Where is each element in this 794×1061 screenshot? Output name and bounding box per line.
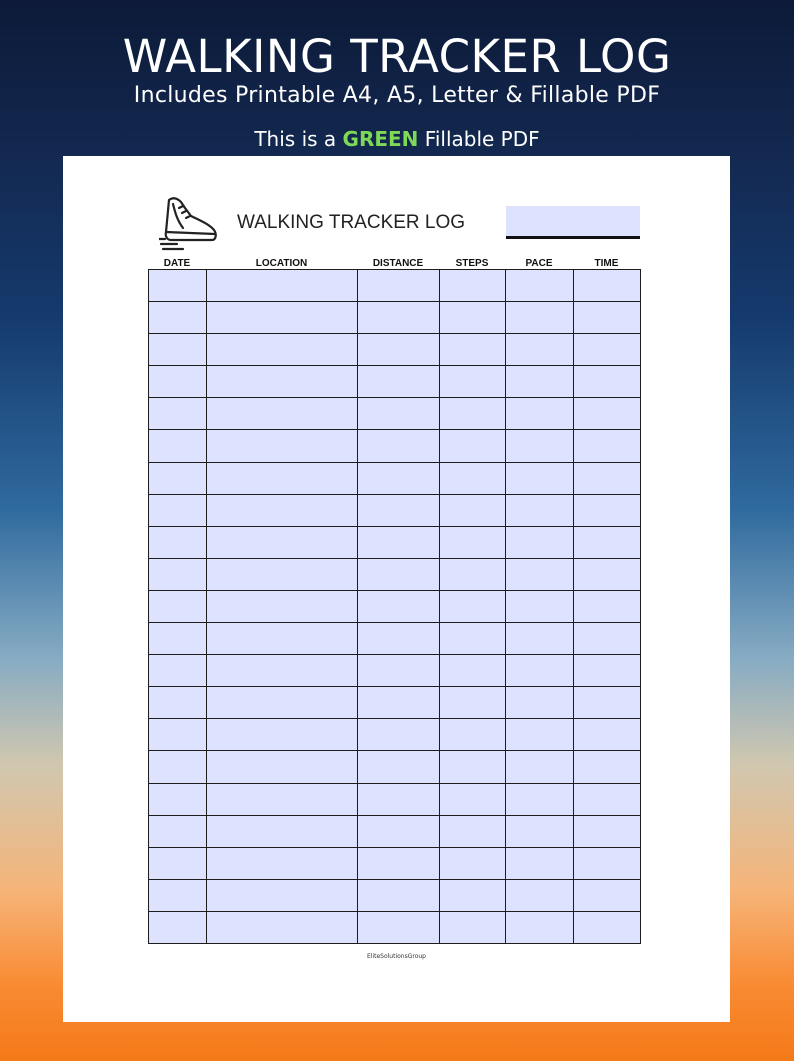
time-cell[interactable] <box>574 687 641 719</box>
location-cell[interactable] <box>207 334 358 366</box>
table-row <box>149 879 641 911</box>
distance-cell[interactable] <box>358 719 440 751</box>
table-row <box>149 462 641 494</box>
column-header-location: LOCATION <box>255 258 308 269</box>
distance-cell[interactable] <box>358 526 440 558</box>
time-cell[interactable] <box>574 366 641 398</box>
table-row <box>149 398 641 430</box>
location-cell[interactable] <box>207 366 358 398</box>
table-row <box>149 783 641 815</box>
table-row <box>149 687 641 719</box>
time-cell[interactable] <box>574 590 641 622</box>
pace-cell[interactable] <box>506 430 574 462</box>
distance-cell[interactable] <box>358 398 440 430</box>
pace-cell[interactable] <box>506 558 574 590</box>
date-cell[interactable] <box>149 494 207 526</box>
table-row <box>149 430 641 462</box>
steps-cell[interactable] <box>440 655 506 687</box>
time-cell[interactable] <box>574 558 641 590</box>
steps-cell[interactable] <box>440 847 506 879</box>
column-header-time: TIME <box>594 258 619 269</box>
steps-cell[interactable] <box>440 302 506 334</box>
distance-cell[interactable] <box>358 462 440 494</box>
pace-cell[interactable] <box>506 334 574 366</box>
time-cell[interactable] <box>574 751 641 783</box>
date-cell[interactable] <box>149 590 207 622</box>
steps-cell[interactable] <box>440 623 506 655</box>
time-cell[interactable] <box>574 655 641 687</box>
distance-cell[interactable] <box>358 590 440 622</box>
note-prefix: This is a <box>254 127 343 151</box>
distance-cell[interactable] <box>358 847 440 879</box>
pace-cell[interactable] <box>506 751 574 783</box>
date-cell[interactable] <box>149 366 207 398</box>
location-cell[interactable] <box>207 751 358 783</box>
location-cell[interactable] <box>207 911 358 943</box>
location-cell[interactable] <box>207 398 358 430</box>
time-cell[interactable] <box>574 815 641 847</box>
pace-cell[interactable] <box>506 270 574 302</box>
pace-cell[interactable] <box>506 526 574 558</box>
pace-cell[interactable] <box>506 366 574 398</box>
steps-cell[interactable] <box>440 751 506 783</box>
date-cell[interactable] <box>149 270 207 302</box>
location-cell[interactable] <box>207 815 358 847</box>
location-cell[interactable] <box>207 558 358 590</box>
pace-cell[interactable] <box>506 623 574 655</box>
time-cell[interactable] <box>574 526 641 558</box>
steps-cell[interactable] <box>440 366 506 398</box>
steps-cell[interactable] <box>440 783 506 815</box>
date-cell[interactable] <box>149 687 207 719</box>
date-cell[interactable] <box>149 430 207 462</box>
table-row <box>149 526 641 558</box>
pace-cell[interactable] <box>506 590 574 622</box>
table-row <box>149 366 641 398</box>
distance-cell[interactable] <box>358 494 440 526</box>
pace-cell[interactable] <box>506 783 574 815</box>
time-cell[interactable] <box>574 719 641 751</box>
date-cell[interactable] <box>149 655 207 687</box>
note-highlight: GREEN <box>342 127 419 151</box>
pace-cell[interactable] <box>506 911 574 943</box>
time-cell[interactable] <box>574 462 641 494</box>
location-cell[interactable] <box>207 526 358 558</box>
pace-cell[interactable] <box>506 687 574 719</box>
table-row <box>149 494 641 526</box>
date-cell[interactable] <box>149 558 207 590</box>
steps-cell[interactable] <box>440 719 506 751</box>
column-header-pace: PACE <box>525 258 553 269</box>
document-page <box>63 156 730 1022</box>
date-cell[interactable] <box>149 879 207 911</box>
steps-cell[interactable] <box>440 590 506 622</box>
date-cell[interactable] <box>149 398 207 430</box>
time-cell[interactable] <box>574 911 641 943</box>
distance-cell[interactable] <box>358 334 440 366</box>
pace-cell[interactable] <box>506 879 574 911</box>
column-header-date: DATE <box>163 258 191 269</box>
table-row <box>149 911 641 943</box>
column-header-steps: STEPS <box>455 258 489 269</box>
table-row <box>149 847 641 879</box>
location-cell[interactable] <box>207 462 358 494</box>
pace-cell[interactable] <box>506 398 574 430</box>
steps-cell[interactable] <box>440 494 506 526</box>
steps-cell[interactable] <box>440 558 506 590</box>
pace-cell[interactable] <box>506 719 574 751</box>
log-grid <box>148 269 641 944</box>
location-cell[interactable] <box>207 655 358 687</box>
time-cell[interactable] <box>574 494 641 526</box>
location-cell[interactable] <box>207 783 358 815</box>
location-cell[interactable] <box>207 719 358 751</box>
steps-cell[interactable] <box>440 398 506 430</box>
distance-cell[interactable] <box>358 270 440 302</box>
table-row <box>149 334 641 366</box>
steps-cell[interactable] <box>440 687 506 719</box>
date-cell[interactable] <box>149 751 207 783</box>
distance-cell[interactable] <box>358 558 440 590</box>
banner-title: WALKING TRACKER LOG <box>122 30 672 83</box>
date-cell[interactable] <box>149 911 207 943</box>
date-cell[interactable] <box>149 334 207 366</box>
location-cell[interactable] <box>207 687 358 719</box>
time-cell[interactable] <box>574 398 641 430</box>
banner-subtitle: Includes Printable A4, A5, Letter & Fillable PDF <box>133 83 661 108</box>
steps-cell[interactable] <box>440 334 506 366</box>
steps-cell[interactable] <box>440 430 506 462</box>
table-row <box>149 719 641 751</box>
date-cell[interactable] <box>149 302 207 334</box>
pace-cell[interactable] <box>506 847 574 879</box>
table-row <box>149 815 641 847</box>
banner-note <box>0 127 794 151</box>
time-cell[interactable] <box>574 334 641 366</box>
time-cell[interactable] <box>574 879 641 911</box>
date-cell[interactable] <box>149 815 207 847</box>
time-cell[interactable] <box>574 623 641 655</box>
date-cell[interactable] <box>149 783 207 815</box>
location-cell[interactable] <box>207 494 358 526</box>
distance-cell[interactable] <box>358 623 440 655</box>
date-cell[interactable] <box>149 623 207 655</box>
location-cell[interactable] <box>207 302 358 334</box>
table-row <box>149 623 641 655</box>
time-cell[interactable] <box>574 302 641 334</box>
shoe-icon <box>159 194 219 252</box>
table-row <box>149 751 641 783</box>
steps-cell[interactable] <box>440 270 506 302</box>
location-cell[interactable] <box>207 270 358 302</box>
date-cell[interactable] <box>149 462 207 494</box>
steps-cell[interactable] <box>440 526 506 558</box>
steps-cell[interactable] <box>440 911 506 943</box>
pace-cell[interactable] <box>506 462 574 494</box>
distance-cell[interactable] <box>358 815 440 847</box>
table-row <box>149 590 641 622</box>
time-cell[interactable] <box>574 270 641 302</box>
table-row <box>149 558 641 590</box>
steps-cell[interactable] <box>440 815 506 847</box>
distance-cell[interactable] <box>358 687 440 719</box>
location-cell[interactable] <box>207 879 358 911</box>
distance-cell[interactable] <box>358 655 440 687</box>
distance-cell[interactable] <box>358 783 440 815</box>
name-field[interactable] <box>506 206 640 239</box>
location-cell[interactable] <box>207 590 358 622</box>
location-cell[interactable] <box>207 847 358 879</box>
steps-cell[interactable] <box>440 462 506 494</box>
distance-cell[interactable] <box>358 751 440 783</box>
distance-cell[interactable] <box>358 366 440 398</box>
pace-cell[interactable] <box>506 815 574 847</box>
distance-cell[interactable] <box>358 911 440 943</box>
date-cell[interactable] <box>149 847 207 879</box>
distance-cell[interactable] <box>358 302 440 334</box>
pace-cell[interactable] <box>506 494 574 526</box>
table-row <box>149 270 641 302</box>
document-title: WALKING TRACKER LOG <box>237 212 466 233</box>
pace-cell[interactable] <box>506 655 574 687</box>
location-cell[interactable] <box>207 623 358 655</box>
note-suffix: Fillable PDF <box>418 127 540 151</box>
time-cell[interactable] <box>574 783 641 815</box>
distance-cell[interactable] <box>358 879 440 911</box>
date-cell[interactable] <box>149 719 207 751</box>
table-row <box>149 302 641 334</box>
table-row <box>149 655 641 687</box>
distance-cell[interactable] <box>358 430 440 462</box>
column-header-distance: DISTANCE <box>372 258 424 269</box>
time-cell[interactable] <box>574 847 641 879</box>
date-cell[interactable] <box>149 526 207 558</box>
footer-brand: EliteSolutionsGroup <box>366 953 426 960</box>
location-cell[interactable] <box>207 430 358 462</box>
pace-cell[interactable] <box>506 302 574 334</box>
steps-cell[interactable] <box>440 879 506 911</box>
time-cell[interactable] <box>574 430 641 462</box>
